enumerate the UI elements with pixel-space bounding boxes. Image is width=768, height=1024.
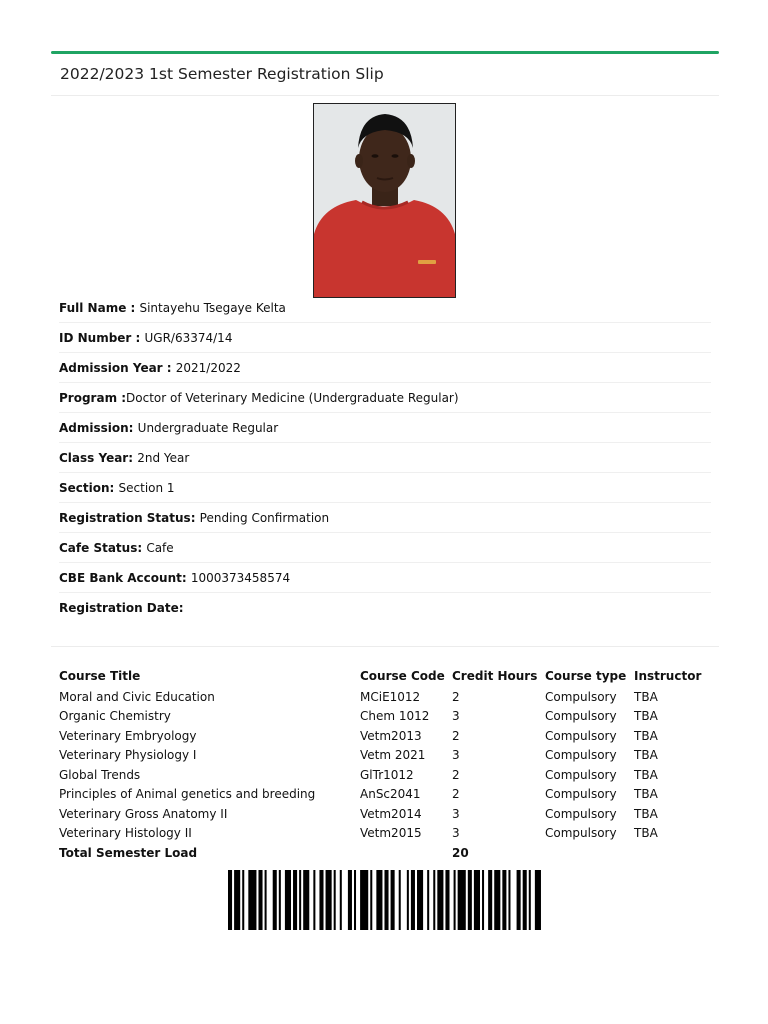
course-code: AnSc2041 bbox=[360, 787, 421, 802]
total-spacer bbox=[543, 843, 632, 863]
course-code: MCiE1012 bbox=[360, 689, 421, 704]
field-value: Pending Confirmation bbox=[199, 510, 330, 525]
course-code: Vetm2014 bbox=[360, 806, 422, 821]
field-value: Doctor of Veterinary Medicine (Undergraduate Regular) bbox=[126, 390, 459, 405]
course-code: GlTr1012 bbox=[360, 767, 414, 782]
barcode-bar bbox=[285, 870, 291, 930]
course-type: Compulsory bbox=[545, 689, 617, 704]
barcode-bar bbox=[407, 870, 409, 930]
field-label: ID Number : bbox=[59, 330, 145, 345]
barcode-bar bbox=[376, 870, 382, 930]
table-row bbox=[57, 785, 706, 805]
column-header: Course type bbox=[545, 669, 627, 683]
field-label: CBE Bank Account: bbox=[59, 570, 191, 585]
course-title: Principles of Animal genetics and breeding bbox=[59, 787, 316, 802]
course-type: Compulsory bbox=[545, 787, 617, 802]
barcode-bar bbox=[354, 870, 356, 930]
credit-hours: 3 bbox=[452, 826, 460, 841]
registration-slip bbox=[51, 51, 719, 860]
table-row bbox=[57, 824, 706, 844]
course-title: Organic Chemistry bbox=[59, 709, 171, 724]
barcode-bar bbox=[454, 870, 456, 930]
course-type: Compulsory bbox=[545, 826, 617, 841]
total-value: 20 bbox=[452, 845, 469, 860]
info-registration-status bbox=[59, 503, 711, 533]
field-value: Section 1 bbox=[118, 480, 175, 495]
field-value: 2021/2022 bbox=[175, 360, 241, 375]
barcode-bar bbox=[319, 870, 323, 930]
field-label: Program : bbox=[59, 390, 127, 405]
table-row bbox=[57, 746, 706, 766]
barcode-bar bbox=[488, 870, 492, 930]
student-info bbox=[59, 293, 711, 622]
field-label: Registration Status: bbox=[59, 510, 200, 525]
total-spacer bbox=[632, 843, 706, 863]
barcode-bar bbox=[326, 870, 332, 930]
field-value: 2nd Year bbox=[137, 450, 190, 465]
barcode-bar bbox=[502, 870, 506, 930]
barcode-bar bbox=[458, 870, 466, 930]
course-code: Vetm 2021 bbox=[360, 748, 426, 763]
barcode-bar bbox=[258, 870, 262, 930]
barcode-bar bbox=[391, 870, 395, 930]
table-row bbox=[57, 804, 706, 824]
course-code: Vetm2015 bbox=[360, 826, 422, 841]
info-class-year bbox=[59, 443, 711, 473]
barcode-bar bbox=[360, 870, 368, 930]
info-admission bbox=[59, 413, 711, 443]
barcode-bar bbox=[427, 870, 429, 930]
course-title: Veterinary Histology II bbox=[59, 826, 192, 841]
field-label: Section: bbox=[59, 480, 119, 495]
barcode bbox=[228, 870, 543, 930]
barcode-bar bbox=[273, 870, 277, 930]
barcode-bar bbox=[334, 870, 336, 930]
course-type: Compulsory bbox=[545, 728, 617, 743]
info-admission-year bbox=[59, 353, 711, 383]
barcode-bar bbox=[313, 870, 315, 930]
credit-hours: 3 bbox=[452, 748, 460, 763]
barcode-bar bbox=[265, 870, 267, 930]
info-id-number bbox=[59, 323, 711, 353]
barcode-bar bbox=[494, 870, 500, 930]
credit-hours: 2 bbox=[452, 689, 460, 704]
barcode-bar bbox=[299, 870, 301, 930]
barcode-bar bbox=[535, 870, 541, 930]
instructor: TBA bbox=[634, 709, 658, 724]
field-value: UGR/63374/14 bbox=[144, 330, 233, 345]
column-header: Course Title bbox=[59, 669, 141, 683]
student-photo bbox=[313, 103, 456, 298]
column-header: Course Code bbox=[360, 669, 445, 683]
barcode-bar bbox=[348, 870, 352, 930]
instructor: TBA bbox=[634, 826, 658, 841]
barcode-bar bbox=[411, 870, 415, 930]
info-registration-date bbox=[59, 593, 711, 622]
instructor: TBA bbox=[634, 787, 658, 802]
barcode-bar bbox=[437, 870, 443, 930]
barcode-bar bbox=[445, 870, 449, 930]
course-code: Vetm2013 bbox=[360, 728, 422, 743]
field-label: Admission Year : bbox=[59, 360, 176, 375]
instructor: TBA bbox=[634, 748, 658, 763]
column-header: Credit Hours bbox=[452, 669, 538, 683]
info-bank-account bbox=[59, 563, 711, 593]
course-title: Veterinary Gross Anatomy II bbox=[59, 806, 228, 821]
course-type: Compulsory bbox=[545, 767, 617, 782]
page-title: 2022/2023 1st Semester Registration Slip bbox=[51, 54, 719, 96]
total-row bbox=[57, 843, 706, 863]
table-row bbox=[57, 726, 706, 746]
barcode-bar bbox=[303, 870, 309, 930]
barcode-bar bbox=[248, 870, 256, 930]
field-label: Full Name : bbox=[59, 300, 140, 315]
course-code: Chem 1012 bbox=[360, 709, 430, 724]
barcode-bar bbox=[384, 870, 388, 930]
barcode-bar bbox=[370, 870, 372, 930]
instructor: TBA bbox=[634, 806, 658, 821]
instructor: TBA bbox=[634, 767, 658, 782]
course-type: Compulsory bbox=[545, 748, 617, 763]
course-title: Global Trends bbox=[59, 767, 141, 782]
barcode-bar bbox=[417, 870, 423, 930]
barcode-bar bbox=[523, 870, 527, 930]
barcode-bar bbox=[529, 870, 531, 930]
course-title: Veterinary Embryology bbox=[59, 728, 197, 743]
field-value: 1000373458574 bbox=[190, 570, 291, 585]
info-full-name bbox=[59, 293, 711, 323]
barcode-bar bbox=[293, 870, 297, 930]
course-type: Compulsory bbox=[545, 709, 617, 724]
table-row bbox=[57, 707, 706, 727]
barcode-bar bbox=[234, 870, 240, 930]
info-section bbox=[59, 473, 711, 503]
barcode-bar bbox=[340, 870, 342, 930]
course-title: Moral and Civic Education bbox=[59, 689, 215, 704]
field-value: Cafe bbox=[146, 540, 174, 555]
column-header: Instructor bbox=[634, 669, 702, 683]
total-label: Total Semester Load bbox=[59, 845, 198, 860]
credit-hours: 2 bbox=[452, 728, 460, 743]
table-row bbox=[57, 687, 706, 707]
instructor: TBA bbox=[634, 689, 658, 704]
barcode-bar bbox=[279, 870, 281, 930]
table-header-row bbox=[57, 665, 706, 687]
barcode-bar bbox=[433, 870, 435, 930]
info-cafe-status bbox=[59, 533, 711, 563]
credit-hours: 3 bbox=[452, 709, 460, 724]
info-program bbox=[59, 383, 711, 413]
barcode-bar bbox=[474, 870, 480, 930]
field-label: Registration Date: bbox=[59, 600, 184, 615]
field-value: Undergraduate Regular bbox=[137, 420, 279, 435]
barcode-bar bbox=[482, 870, 484, 930]
course-type: Compulsory bbox=[545, 806, 617, 821]
field-value: Sintayehu Tsegaye Kelta bbox=[139, 300, 286, 315]
field-label: Cafe Status: bbox=[59, 540, 147, 555]
table-row bbox=[57, 765, 706, 785]
total-spacer bbox=[358, 843, 450, 863]
barcode-bar bbox=[228, 870, 232, 930]
course-table bbox=[57, 665, 706, 863]
divider bbox=[51, 646, 719, 647]
field-label: Admission: bbox=[59, 420, 138, 435]
barcode-bar bbox=[508, 870, 510, 930]
course-title: Veterinary Physiology I bbox=[59, 748, 197, 763]
credit-hours: 2 bbox=[452, 787, 460, 802]
barcode-bar bbox=[468, 870, 472, 930]
credit-hours: 3 bbox=[452, 806, 460, 821]
barcode-bar bbox=[242, 870, 244, 930]
credit-hours: 2 bbox=[452, 767, 460, 782]
instructor: TBA bbox=[634, 728, 658, 743]
barcode-bar bbox=[517, 870, 521, 930]
student-photo-image bbox=[314, 104, 455, 297]
barcode-bar bbox=[399, 870, 401, 930]
field-label: Class Year: bbox=[59, 450, 138, 465]
